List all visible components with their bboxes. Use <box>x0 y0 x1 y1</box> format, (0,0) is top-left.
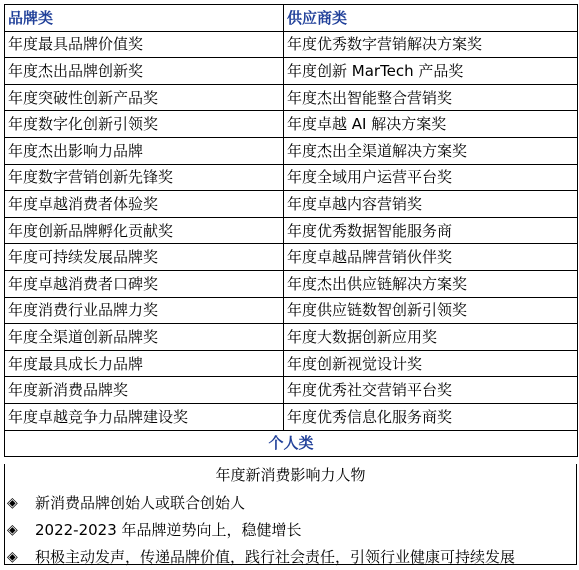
table-row <box>5 137 578 164</box>
brand-award-cell: 年度杰出影响力品牌 <box>5 137 284 164</box>
personal-category-header: 个人类 <box>5 430 578 457</box>
brand-award-cell: 年度数字营销创新先锋奖 <box>5 164 284 191</box>
list-item <box>5 543 576 570</box>
brand-award-cell: 年度杰出品牌创新奖 <box>5 58 284 85</box>
supplier-award-cell: 年度大数据创新应用奖 <box>284 324 578 351</box>
brand-award-cell: 年度消费行业品牌力奖 <box>5 297 284 324</box>
diamond-icon: ◈ <box>7 521 18 538</box>
supplier-award-cell: 年度创新 MarTech 产品奖 <box>284 58 578 85</box>
supplier-award-cell: 年度优秀数字营销解决方案奖 <box>284 31 578 58</box>
supplier-award-cell: 年度优秀信息化服务商奖 <box>284 403 578 430</box>
table-row <box>5 31 578 58</box>
award-rows <box>5 31 578 430</box>
brand-category-header: 品牌类 <box>5 5 284 32</box>
brand-award-cell: 年度卓越消费者口碑奖 <box>5 270 284 297</box>
criteria-text: 新消费品牌创始人或联合创始人 <box>35 493 246 512</box>
brand-award-cell: 年度最具品牌价值奖 <box>5 31 284 58</box>
supplier-award-cell: 年度杰出智能整合营销奖 <box>284 84 578 111</box>
table-row <box>5 350 578 377</box>
brand-award-cell: 年度突破性创新产品奖 <box>5 84 284 111</box>
brand-award-cell: 年度可持续发展品牌奖 <box>5 244 284 271</box>
personal-award-criteria <box>5 489 576 570</box>
diamond-icon: ◈ <box>7 494 18 511</box>
diamond-icon: ◈ <box>7 548 18 565</box>
table-row <box>5 84 578 111</box>
supplier-award-cell: 年度卓越 AI 解决方案奖 <box>284 111 578 138</box>
table-row <box>5 297 578 324</box>
award-categories-table <box>4 4 578 457</box>
table-header-row <box>5 5 578 32</box>
supplier-award-cell: 年度杰出供应链解决方案奖 <box>284 270 578 297</box>
table-row <box>5 377 578 404</box>
supplier-award-cell: 年度供应链数智创新引领奖 <box>284 297 578 324</box>
supplier-award-cell: 年度卓越内容营销奖 <box>284 191 578 218</box>
brand-award-cell: 年度新消费品牌奖 <box>5 377 284 404</box>
table-row <box>5 403 578 430</box>
supplier-award-cell: 年度卓越品牌营销伙伴奖 <box>284 244 578 271</box>
supplier-category-header: 供应商类 <box>284 5 578 32</box>
personal-section-row <box>5 430 578 457</box>
table-row <box>5 270 578 297</box>
table-row <box>5 164 578 191</box>
brand-award-cell: 年度全渠道创新品牌奖 <box>5 324 284 351</box>
criteria-text: 2022-2023 年品牌逆势向上，稳健增长 <box>35 520 302 539</box>
supplier-award-cell: 年度优秀数据智能服务商 <box>284 217 578 244</box>
brand-award-cell: 年度卓越消费者体验奖 <box>5 191 284 218</box>
table-row <box>5 58 578 85</box>
brand-award-cell: 年度最具成长力品牌 <box>5 350 284 377</box>
personal-award-title: 年度新消费影响力人物 <box>215 466 366 484</box>
supplier-award-cell: 年度杰出全渠道解决方案奖 <box>284 137 578 164</box>
table-row <box>5 244 578 271</box>
list-item <box>5 516 576 543</box>
table-row <box>5 191 578 218</box>
criteria-text: 积极主动发声，传递品牌价值，践行社会责任，引领行业健康可持续发展 <box>35 547 516 566</box>
supplier-award-cell: 年度全域用户运营平台奖 <box>284 164 578 191</box>
table-row <box>5 217 578 244</box>
supplier-award-cell: 年度创新视觉设计奖 <box>284 350 578 377</box>
supplier-award-cell: 年度优秀社交营销平台奖 <box>284 377 578 404</box>
personal-award-block <box>4 464 577 565</box>
table-row <box>5 324 578 351</box>
table-row <box>5 111 578 138</box>
brand-award-cell: 年度创新品牌孵化贡献奖 <box>5 217 284 244</box>
brand-award-cell: 年度数字化创新引领奖 <box>5 111 284 138</box>
brand-award-cell: 年度卓越竞争力品牌建设奖 <box>5 403 284 430</box>
list-item <box>5 489 576 516</box>
